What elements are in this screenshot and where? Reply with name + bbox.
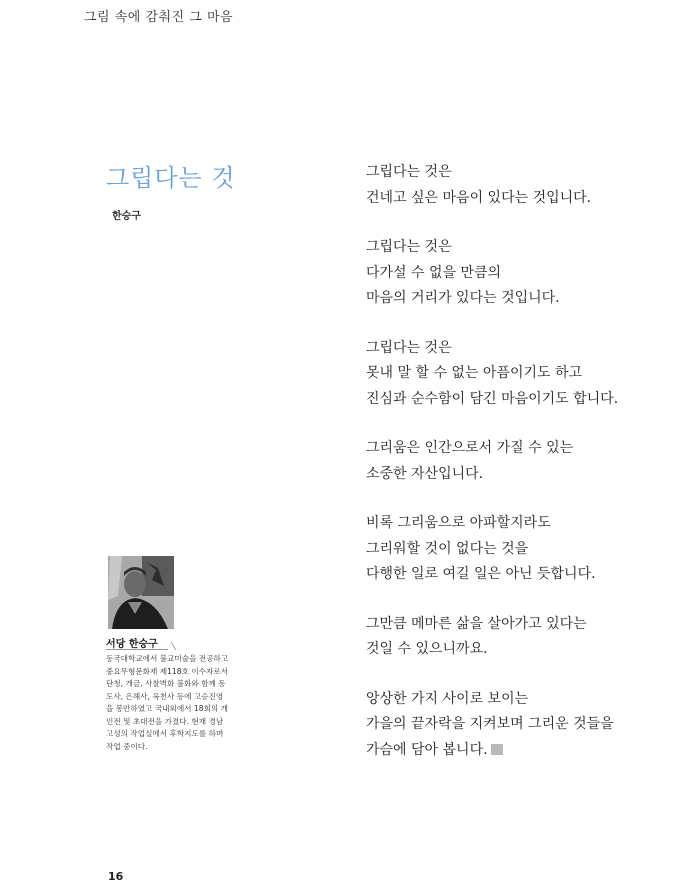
poem-line: 못내 말 할 수 없는 아픔이기도 하고 [366, 365, 583, 381]
poem-stanza [366, 235, 686, 312]
poem-body [366, 160, 686, 787]
poem-line: 건네고 싶은 마음이 있다는 것입니다. [366, 189, 592, 206]
poem-line: 다행한 일로 여길 일은 아닌 듯합니다. [366, 566, 596, 582]
poem-stanza [366, 612, 686, 663]
poem-stanza [366, 511, 686, 588]
poem-line: 그만큼 메마른 삶을 살아가고 있다는 [366, 615, 587, 632]
article-author: 한승구 [112, 211, 141, 222]
poem-stanza [366, 436, 686, 487]
bio-text [106, 653, 246, 753]
running-title: 그림 속에 감춰진 그 마음 [84, 10, 234, 25]
poem-line: 그리움은 인간으로서 가질 수 있는 [366, 440, 574, 456]
poem-line-text: 가슴에 담아 봅니다. [366, 741, 488, 758]
poem-line: 가을의 끝자락을 지켜보며 그리운 것들을 [366, 716, 614, 732]
article-title: 그립다는 것 [106, 164, 236, 192]
poem-line: 앙상한 가지 사이로 보이는 [366, 690, 529, 707]
poem-line: 진심과 순수함이 담긴 마음이기도 합니다. [366, 390, 619, 407]
poem-line: 그리워할 것이 없다는 것을 [366, 540, 529, 557]
poem-line-last [366, 738, 686, 764]
bio-divider [106, 649, 168, 650]
poem-line: 그립다는 것은 [366, 239, 452, 255]
bio-line: 인전 및 초대전을 가졌다. 현재 경남 [106, 716, 224, 726]
bio-line: 동국대학교에서 불교미술을 전공하고 [106, 654, 229, 663]
bio-line: 을 봉안하였고 국내외에서 18회의 개 [106, 704, 229, 713]
poem-line: 마음의 거리가 있다는 것입니다. [366, 290, 560, 306]
poem-line: 소중한 자산입니다. [366, 465, 484, 482]
bio-line: 도사, 은해사, 옥천사 등에 고승진영 [106, 691, 224, 701]
poem-stanza [366, 687, 686, 764]
poem-line: 다가설 수 없을 만큼의 [366, 264, 502, 281]
bio-line: 고성의 작업실에서 후학지도를 하며 [106, 729, 224, 738]
poem-stanza [366, 160, 686, 211]
author-portrait-icon [108, 556, 174, 629]
page-number: 16 [108, 870, 124, 883]
bio-line: 단청, 개금, 사찰벽화 불화와 함께 동 [106, 679, 226, 688]
author-photo [108, 556, 174, 629]
bio-line: 작업 중이다. [106, 741, 148, 751]
poem-line: 그립다는 것은 [366, 164, 452, 180]
poem-line: 비록 그리움으로 아파할지라도 [366, 515, 551, 531]
poem-stanza [366, 336, 686, 413]
bio-name: 서당 한승구 [106, 639, 158, 650]
bio-line: 중요무형문화재 제118호 이수자로서 [106, 666, 229, 676]
end-mark-icon [491, 744, 503, 755]
poem-line: 그립다는 것은 [366, 339, 452, 356]
poem-line: 것일 수 있으니까요. [366, 641, 488, 657]
